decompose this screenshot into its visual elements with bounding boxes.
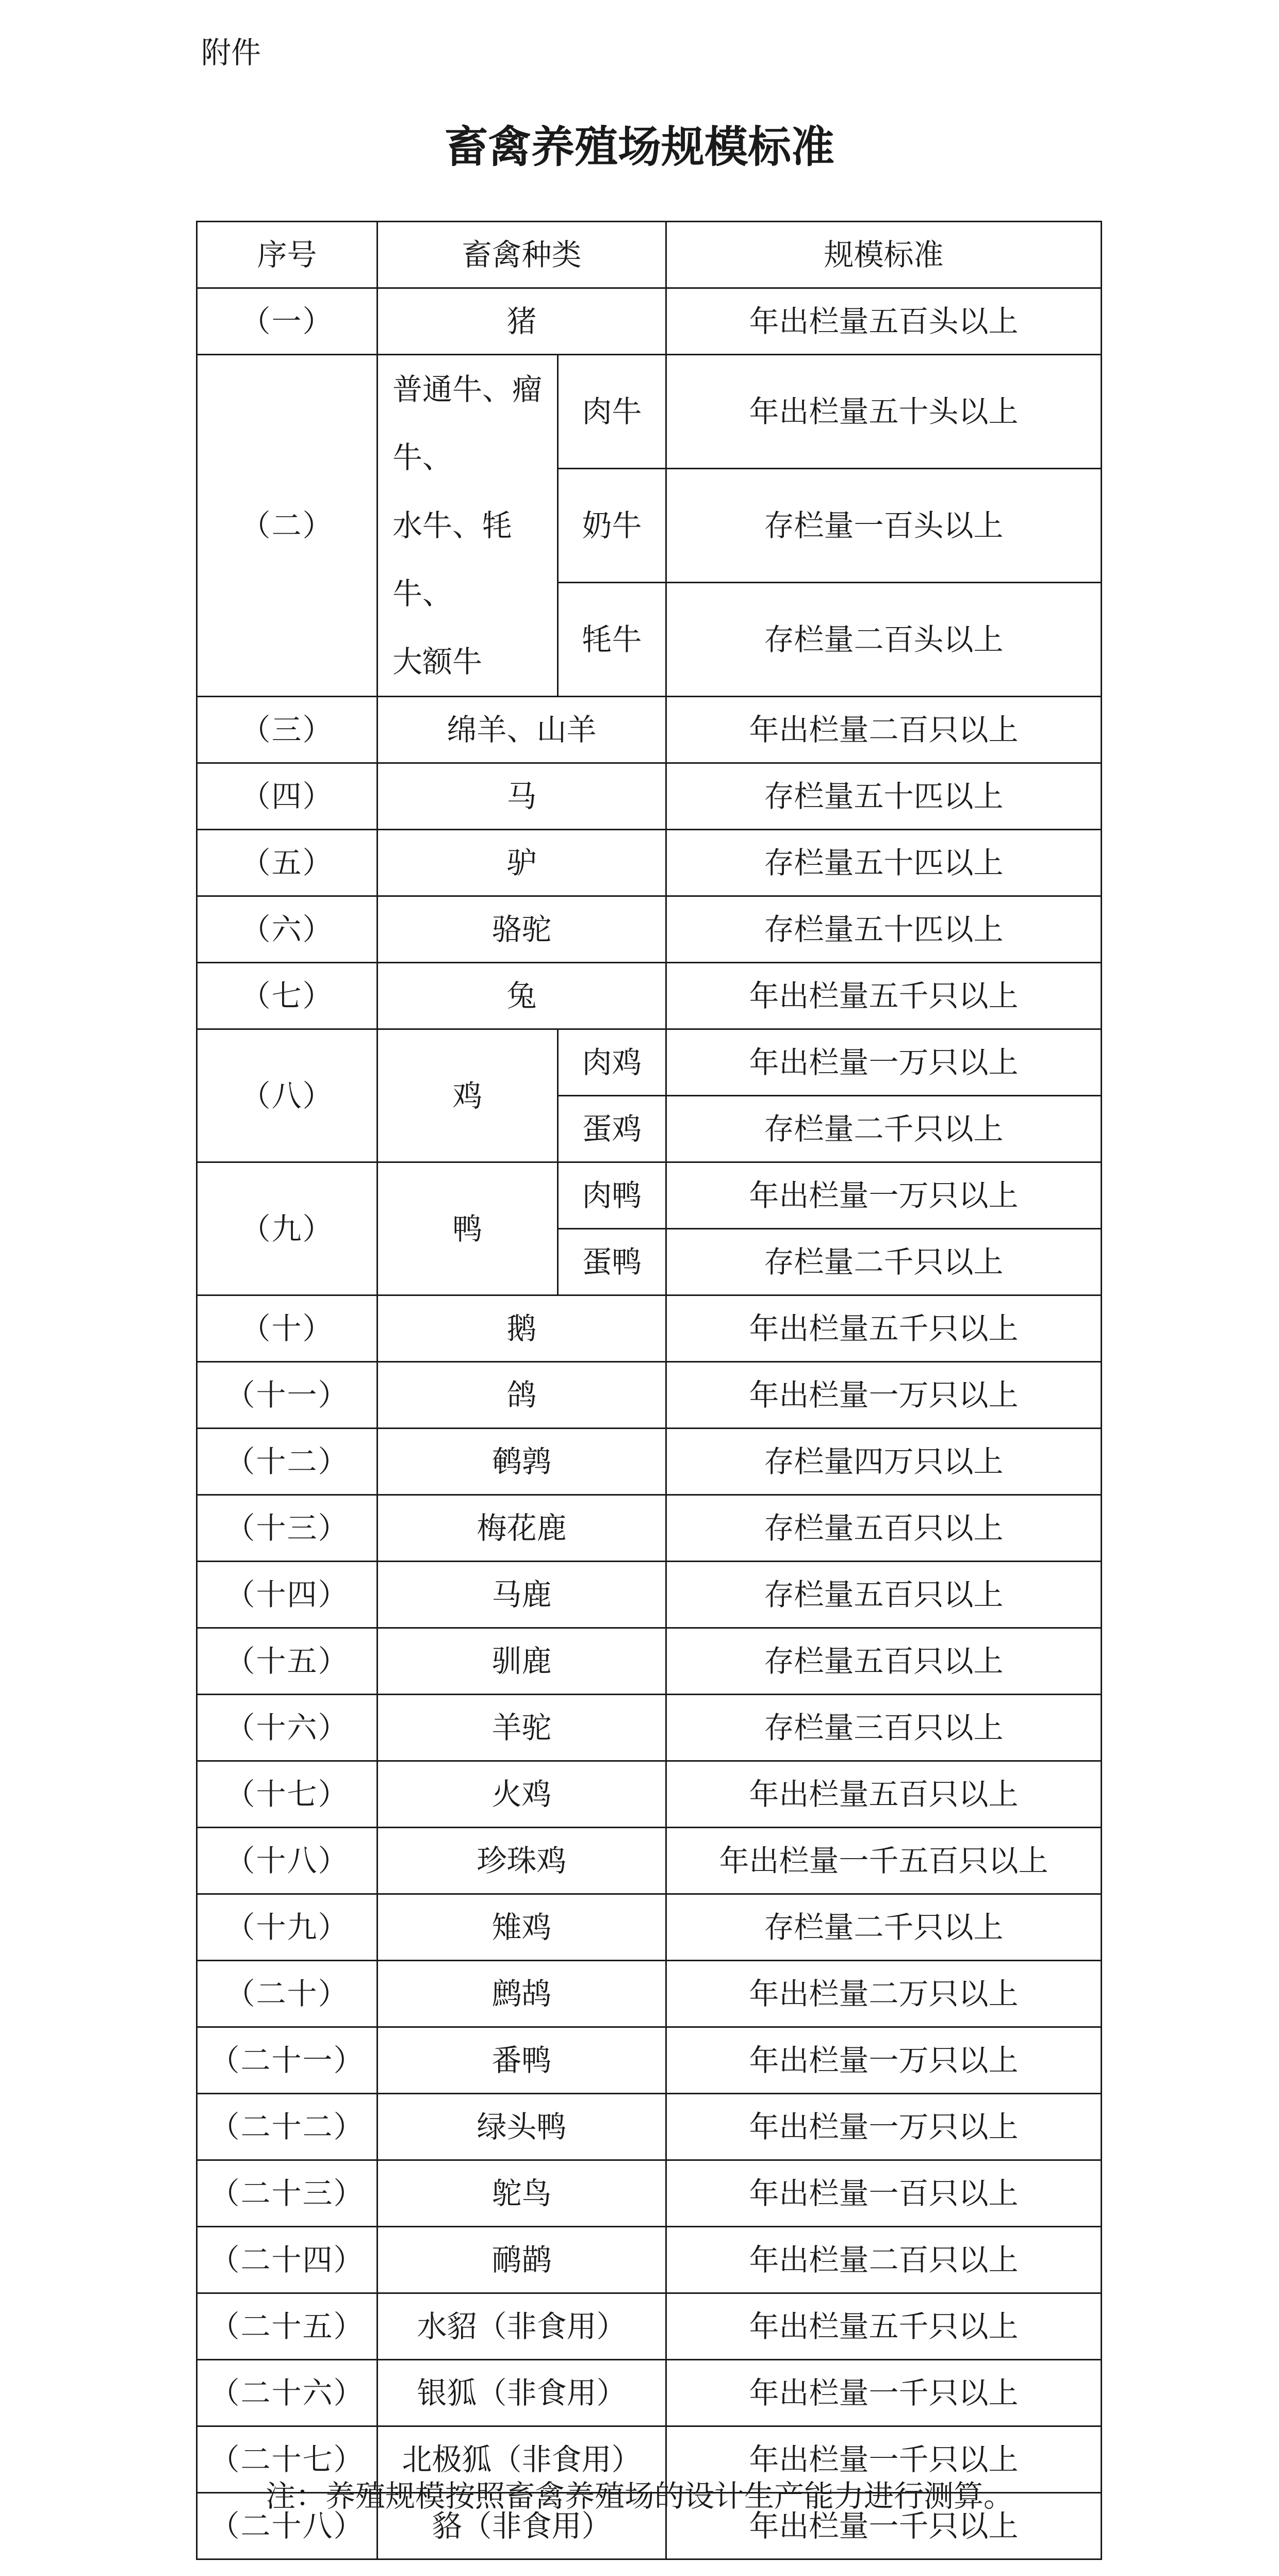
table-row	[197, 1828, 1102, 1894]
row-group: 鸭	[378, 1162, 558, 1295]
row-type: 番鸭	[378, 2027, 666, 2094]
row-standard: 年出栏量二万只以上	[666, 1961, 1102, 2027]
row-standard: 存栏量二百头以上	[666, 583, 1102, 697]
row-standard: 存栏量一百头以上	[666, 469, 1102, 583]
row-type: 珍珠鸡	[378, 1828, 666, 1894]
row-standard: 存栏量五十匹以上	[666, 763, 1102, 830]
row-standard: 存栏量三百只以上	[666, 1695, 1102, 1761]
table-header-row	[197, 222, 1102, 288]
table-row	[197, 2293, 1102, 2360]
row-type: 梅花鹿	[378, 1495, 666, 1562]
row-index: （二）	[197, 355, 378, 697]
row-index: （二十一）	[197, 2027, 378, 2094]
page-title: 畜禽养殖场规模标准	[444, 121, 834, 172]
row-index: （十三）	[197, 1495, 378, 1562]
group-line: 水牛、牦牛、	[392, 508, 513, 611]
table-row	[197, 2160, 1102, 2227]
row-standard: 年出栏量一千只以上	[666, 2493, 1102, 2559]
row-standard: 年出栏量一万只以上	[666, 2094, 1102, 2160]
row-subtype: 肉牛	[558, 355, 666, 469]
row-index: （二十七）	[197, 2426, 378, 2493]
row-type: 鹧鸪	[378, 1961, 666, 2027]
table-row	[197, 1362, 1102, 1429]
row-index: （十六）	[197, 1695, 378, 1761]
table-row	[197, 2227, 1102, 2293]
row-standard: 年出栏量二百只以上	[666, 697, 1102, 763]
row-index: （九）	[197, 1162, 378, 1295]
row-index: （二十二）	[197, 2094, 378, 2160]
table-row	[197, 1029, 1102, 1096]
row-standard: 年出栏量一千只以上	[666, 2360, 1102, 2426]
row-standard: 存栏量五十匹以上	[666, 830, 1102, 896]
row-standard: 存栏量五百只以上	[666, 1628, 1102, 1695]
row-index: （十）	[197, 1295, 378, 1362]
row-type: 鸸鹋	[378, 2227, 666, 2293]
row-index: （二十六）	[197, 2360, 378, 2426]
table-row	[197, 1695, 1102, 1761]
row-type: 羊驼	[378, 1695, 666, 1761]
row-index: （二十五）	[197, 2293, 378, 2360]
attachment-label: 附件	[201, 35, 261, 70]
row-index: （十七）	[197, 1761, 378, 1828]
row-index: （七）	[197, 963, 378, 1029]
row-standard: 年出栏量五千只以上	[666, 1295, 1102, 1362]
row-index: （十九）	[197, 1894, 378, 1961]
table-row	[197, 1761, 1102, 1828]
table-row	[197, 763, 1102, 830]
row-group-cattle	[378, 355, 558, 697]
row-index: （十五）	[197, 1628, 378, 1695]
row-type: 马	[378, 763, 666, 830]
row-type: 雉鸡	[378, 1894, 666, 1961]
row-standard: 存栏量五十匹以上	[666, 896, 1102, 963]
row-standard: 年出栏量一千五百只以上	[666, 1828, 1102, 1894]
table-row	[197, 1562, 1102, 1628]
table-row	[197, 896, 1102, 963]
group-line: 普通牛、瘤牛、	[392, 372, 543, 475]
row-type: 火鸡	[378, 1761, 666, 1828]
group-line: 大额牛	[392, 644, 483, 679]
row-index: （二十四）	[197, 2227, 378, 2293]
row-type: 马鹿	[378, 1562, 666, 1628]
row-standard: 年出栏量五百只以上	[666, 1761, 1102, 1828]
table-row	[197, 288, 1102, 355]
table-row	[197, 1894, 1102, 1961]
row-index: （二十）	[197, 1961, 378, 2027]
row-standard: 年出栏量五十头以上	[666, 355, 1102, 469]
table-row	[197, 697, 1102, 763]
row-standard: 年出栏量一万只以上	[666, 1029, 1102, 1096]
row-standard: 存栏量二千只以上	[666, 1894, 1102, 1961]
row-index: （十四）	[197, 1562, 378, 1628]
row-type: 鸵鸟	[378, 2160, 666, 2227]
row-type: 鹅	[378, 1295, 666, 1362]
row-index: （二十三）	[197, 2160, 378, 2227]
row-subtype: 奶牛	[558, 469, 666, 583]
row-standard: 存栏量二千只以上	[666, 1229, 1102, 1295]
table-row	[197, 2094, 1102, 2160]
row-standard: 年出栏量一千只以上	[666, 2426, 1102, 2493]
row-type: 水貂（非食用）	[378, 2293, 666, 2360]
table-row	[197, 1628, 1102, 1695]
table-row	[197, 1961, 1102, 2027]
row-standard: 年出栏量五千只以上	[666, 963, 1102, 1029]
table-row	[197, 1429, 1102, 1495]
row-type: 鹌鹑	[378, 1429, 666, 1495]
row-type: 貉（非食用）	[378, 2493, 666, 2559]
row-subtype: 肉鸭	[558, 1162, 666, 1229]
row-subtype: 蛋鸡	[558, 1096, 666, 1162]
row-standard: 年出栏量一百只以上	[666, 2160, 1102, 2227]
row-index: （十一）	[197, 1362, 378, 1429]
row-subtype: 蛋鸭	[558, 1229, 666, 1295]
row-standard: 年出栏量一万只以上	[666, 2027, 1102, 2094]
row-index: （四）	[197, 763, 378, 830]
row-index: （五）	[197, 830, 378, 896]
row-index: （十八）	[197, 1828, 378, 1894]
row-index: （二十八）	[197, 2493, 378, 2559]
row-type: 兔	[378, 963, 666, 1029]
table-row	[197, 830, 1102, 896]
header-standard: 规模标准	[666, 222, 1102, 288]
row-index: （十二）	[197, 1429, 378, 1495]
row-index: （三）	[197, 697, 378, 763]
table-row	[197, 963, 1102, 1029]
row-standard: 存栏量五百只以上	[666, 1562, 1102, 1628]
row-type: 驴	[378, 830, 666, 896]
row-standard: 年出栏量一万只以上	[666, 1162, 1102, 1229]
row-index: （一）	[197, 288, 378, 355]
row-standard: 年出栏量一万只以上	[666, 1362, 1102, 1429]
table-row	[197, 2027, 1102, 2094]
table-row	[197, 1295, 1102, 1362]
row-type: 鸽	[378, 1362, 666, 1429]
row-subtype: 牦牛	[558, 583, 666, 697]
header-type: 畜禽种类	[378, 222, 666, 288]
row-type: 绵羊、山羊	[378, 697, 666, 763]
row-standard: 存栏量五百只以上	[666, 1495, 1102, 1562]
row-group: 鸡	[378, 1029, 558, 1162]
row-standard: 存栏量二千只以上	[666, 1096, 1102, 1162]
table-row	[197, 2360, 1102, 2426]
row-type: 驯鹿	[378, 1628, 666, 1695]
table-row	[197, 1495, 1102, 1562]
row-index: （六）	[197, 896, 378, 963]
row-type: 绿头鸭	[378, 2094, 666, 2160]
row-standard: 年出栏量二百只以上	[666, 2227, 1102, 2293]
row-standard: 年出栏量五千只以上	[666, 2293, 1102, 2360]
table-row	[197, 1162, 1102, 1229]
row-type: 北极狐（非食用）	[378, 2426, 666, 2493]
scale-standard-table	[196, 221, 1102, 2560]
row-subtype: 肉鸡	[558, 1029, 666, 1096]
footnote: 注：养殖规模按照畜禽养殖场的设计生产能力进行测算。	[265, 2479, 1013, 2514]
header-index: 序号	[197, 222, 378, 288]
row-standard: 存栏量四万只以上	[666, 1429, 1102, 1495]
row-standard: 年出栏量五百头以上	[666, 288, 1102, 355]
table-row	[197, 355, 1102, 469]
row-type: 猪	[378, 288, 666, 355]
row-index: （八）	[197, 1029, 378, 1162]
row-type: 骆驼	[378, 896, 666, 963]
row-type: 银狐（非食用）	[378, 2360, 666, 2426]
